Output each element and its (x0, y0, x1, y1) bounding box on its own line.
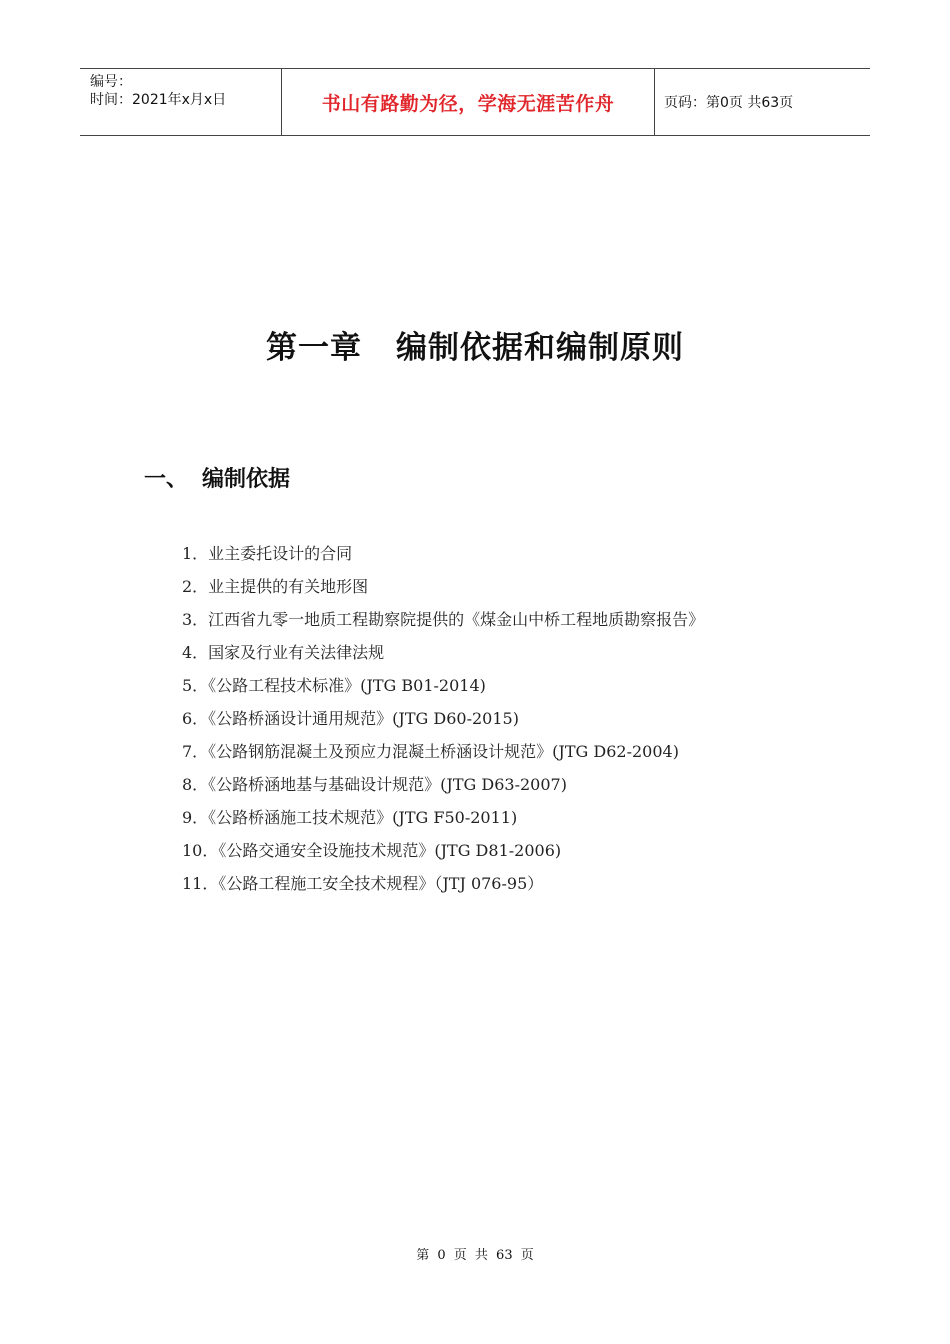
chapter-number: 第一章 (266, 330, 362, 366)
chapter-heading (0, 322, 950, 367)
reference-item: 6．《公路桥涵设计通用规范》(JTG D60-2015) (182, 709, 519, 728)
reference-item: 11．《公路工程施工安全技术规程》（JTJ 076-95） (182, 874, 544, 893)
reference-item: 7．《公路钢筋混凝土及预应力混凝土桥涵设计规范》(JTG D62-2004) (182, 742, 679, 761)
section-number: 一、 (144, 467, 189, 492)
page-header (80, 68, 870, 136)
section-title: 编制依据 (202, 467, 291, 492)
section-heading (144, 462, 290, 493)
reference-item: 2．业主提供的有关地形图 (182, 577, 369, 596)
reference-item: 8．《公路桥涵地基与基础设计规范》(JTG D63-2007) (182, 775, 567, 794)
reference-item: 1．业主委托设计的合同 (182, 544, 353, 563)
reference-item: 4．国家及行业有关法律法规 (182, 643, 385, 662)
reference-item: 5．《公路工程技术标准》(JTG B01-2014) (182, 676, 486, 695)
document-date-label: 时间：2021年x月x日 (90, 92, 227, 108)
reference-item: 9．《公路桥涵施工技术规范》(JTG F50-2011) (182, 808, 518, 827)
reference-item: 10．《公路交通安全设施技术规范》(JTG D81-2006) (182, 841, 562, 860)
header-page-number: 页码：第0页 共63页 (664, 95, 794, 111)
reference-item: 3．江西省九零一地质工程勘察院提供的《煤金山中桥工程地质勘察报告》 (182, 610, 705, 629)
document-number-label: 编号： (90, 74, 132, 90)
chapter-title: 编制依据和编制原则 (396, 330, 684, 366)
reference-list (182, 540, 704, 903)
page-footer: 第 0 页 共 63 页 (416, 1248, 534, 1263)
header-motto: 书山有路勤为径，学海无涯苦作舟 (282, 69, 655, 135)
header-meta (80, 69, 282, 135)
